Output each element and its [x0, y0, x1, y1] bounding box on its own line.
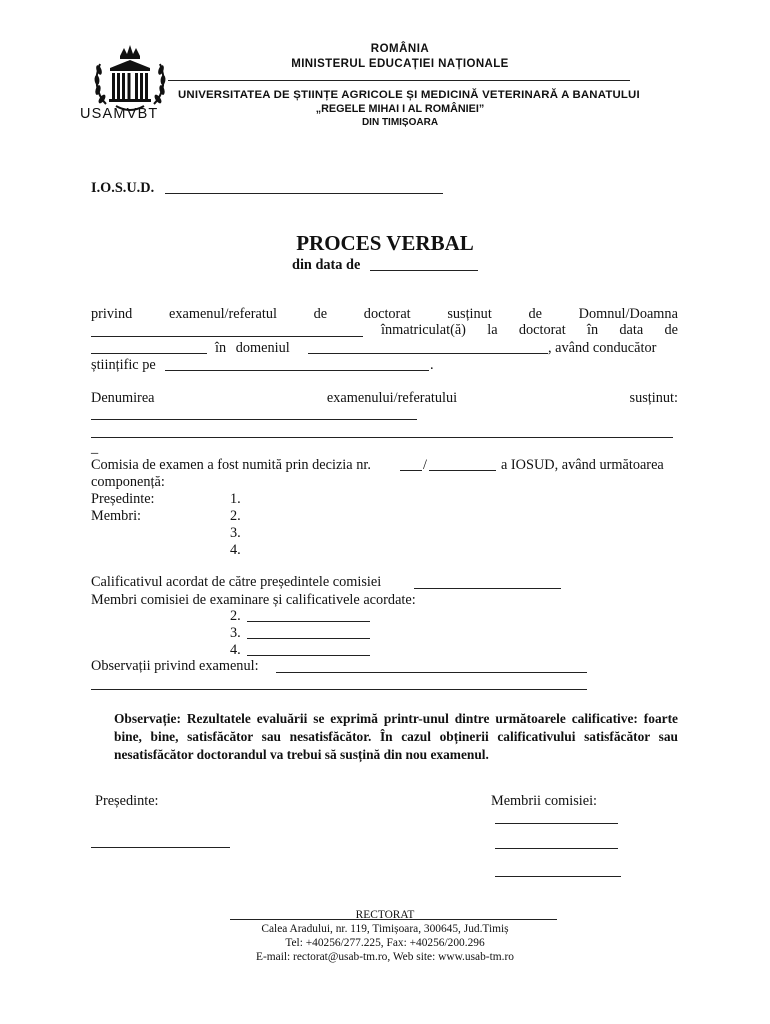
committee-decision-label: Comisia de examen a fost numită prin decizia nr. — [91, 457, 371, 473]
decision-date-field[interactable] — [429, 470, 496, 471]
member-number: 3. — [230, 525, 241, 541]
header-ministry: MINISTERUL EDUCAȚIEI NAȚIONALE — [291, 58, 509, 70]
members-signature-label: Membrii comisiei: — [491, 793, 598, 809]
member-grade-number: 2. — [230, 608, 241, 624]
member-signature-field-1[interactable] — [495, 823, 618, 824]
word: de — [664, 322, 678, 338]
member-grade-field-4[interactable] — [247, 655, 370, 656]
footer-rectorat: RECTORAT — [355, 909, 415, 921]
decision-slash: / — [423, 457, 427, 473]
supervisor-field[interactable] — [165, 370, 429, 371]
word: susținut: — [629, 390, 678, 406]
member-grade-field-2[interactable] — [247, 621, 370, 622]
underscore-mark: _ — [91, 440, 99, 456]
iosud-label: I.O.S.U.D. — [91, 180, 155, 196]
member-grade-number: 4. — [230, 642, 241, 658]
decision-number-field[interactable] — [400, 470, 422, 471]
supervisor-label: , având conducător — [548, 340, 657, 356]
member-number: 2. — [230, 508, 241, 524]
evaluation-note: Observație: Rezultatele evaluării se exprimă printr-unul dintre următoarele calificative: foarte bine, bine, satisfăcător sau nesatisfăcător. În cazul obținerii calificativului satisfăcător sau nesatisfăcător doctorandul va trebui să susțină din nou examenul. — [114, 711, 678, 762]
domain-field[interactable] — [308, 353, 548, 354]
word: Domnul/Doamna — [578, 306, 678, 322]
president-signature-field[interactable] — [91, 847, 230, 848]
president-grade-label: Calificativul acordat de către președintele comisiei — [91, 574, 382, 590]
header-divider — [168, 80, 630, 81]
exam-name-field-1[interactable] — [91, 419, 417, 420]
header-university-line2: „REGELE MIHAI I AL ROMÂNIEI” — [315, 103, 485, 115]
word: la — [487, 322, 498, 338]
logo-text: USAMVBT — [80, 106, 159, 122]
member-number: 4. — [230, 542, 241, 558]
header-university-line1: UNIVERSITATEA DE ȘTIINȚE AGRICOLE ȘI MEDICINĂ VETERINARĂ A BANATULUI — [178, 89, 640, 101]
header-country: ROMÂNIA — [370, 43, 430, 55]
paragraph-line-2 — [381, 322, 678, 339]
footer-address: Calea Aradului, nr. 119, Timișoara, 300645, Jud.Timiș — [261, 923, 509, 935]
date-label: din data de — [292, 257, 361, 273]
word: doctorat — [518, 322, 566, 338]
member-grade-number: 3. — [230, 625, 241, 641]
word: de — [313, 306, 328, 322]
enrollment-date-field[interactable] — [91, 353, 207, 354]
document-title: PROCES VERBAL — [296, 231, 474, 255]
president-grade-field[interactable] — [414, 588, 561, 589]
iosud-field[interactable] — [165, 193, 443, 194]
observations-field-2[interactable] — [91, 689, 587, 690]
footer-phone: Tel: +40256/277.225, Fax: +40256/200.296 — [285, 937, 485, 949]
word: în — [586, 322, 599, 338]
composition-label: componență: — [91, 474, 165, 490]
word: data — [619, 322, 644, 338]
word: susținut — [447, 306, 492, 322]
word: examenul/referatul — [168, 306, 277, 322]
word: privind — [91, 306, 133, 322]
candidate-name-field[interactable] — [91, 336, 363, 337]
footer-email: E-mail: rectorat@usab-tm.ro, Web site: www.usab-tm.ro — [256, 951, 514, 963]
members-label: Membri: — [91, 508, 142, 524]
exam-name-field-2[interactable] — [91, 437, 673, 438]
word: de — [528, 306, 542, 322]
member-number: 1. — [230, 491, 241, 507]
exam-name-line — [91, 390, 678, 407]
observations-field-1[interactable] — [276, 672, 587, 673]
header-university-line3: DIN TIMIȘOARA — [361, 117, 439, 128]
period: . — [430, 357, 434, 373]
observations-label: Observații privind examenul: — [91, 658, 259, 674]
word: doctorat — [363, 306, 411, 322]
president-label: Președinte: — [91, 491, 155, 507]
committee-decision-end: a IOSUD, având următoarea — [501, 457, 664, 473]
member-signature-field-3[interactable] — [495, 876, 621, 877]
member-signature-field-2[interactable] — [495, 848, 618, 849]
president-signature-label: Președinte: — [95, 793, 159, 809]
paragraph-line-1 — [91, 306, 678, 323]
date-field[interactable] — [370, 270, 478, 271]
members-grades-label: Membri comisiei de examinare și calificativele acordate: — [91, 592, 416, 608]
member-grade-field-3[interactable] — [247, 638, 370, 639]
domain-label: în domeniul — [215, 340, 290, 356]
word: înmatriculat(ă) — [381, 322, 466, 338]
scientific-label: științific pe — [91, 357, 156, 373]
word: Denumirea — [91, 390, 155, 406]
word: examenului/referatului — [326, 390, 458, 406]
